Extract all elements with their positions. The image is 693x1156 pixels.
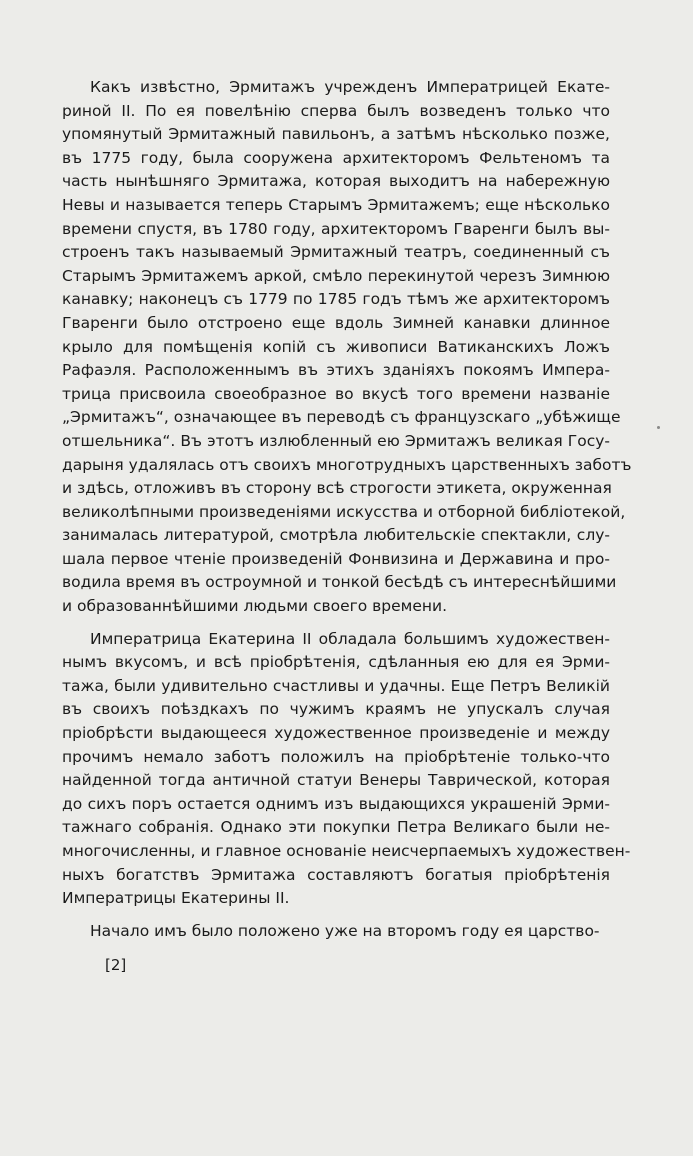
text-line: ныхъ богатствъ Эрмитажа составляютъ богатыя пріобрѣтенія xyxy=(62,865,610,884)
text-line: и образованнѣйшими людьми своего времени. xyxy=(62,597,448,616)
text-line: отшельника“. Въ этотъ излюбленный ею Эрмитажъ великая Госу- xyxy=(62,431,610,450)
text-line: шала первое чтеніе произведеній Фонвизина и Державина и про- xyxy=(62,549,610,568)
text-line: Императрицы Екатерины II. xyxy=(62,889,290,908)
text-line: тажа, были удивительно счастливы и удачны. Еще Петръ Великій xyxy=(62,676,610,695)
text-line: и здѣсь, отложивъ въ сторону всѣ строгости этикета, окруженная xyxy=(62,479,612,498)
text-line: „Эрмитажъ“, означающее въ переводѣ съ французскаго „убѣжище xyxy=(62,408,621,427)
text-line: многочисленны, и главное основаніе неисчерпаемыхъ художествен- xyxy=(62,842,631,860)
text-line: строенъ такъ называемый Эрмитажный театръ, соединенный съ xyxy=(62,243,610,262)
text-line: водила время въ остроумной и тонкой бесѣдѣ съ интереснѣйшими xyxy=(62,573,617,592)
text-line: дарыня удалялась отъ своихъ многотрудныхъ царственныхъ заботъ xyxy=(62,455,632,474)
text-line: канавку; наконецъ съ 1779 по 1785 годъ тѣмъ же архитекторомъ xyxy=(62,290,610,309)
text-line: прочимъ немало заботъ положилъ на пріобрѣтеніе только-что xyxy=(62,747,610,766)
text-line: Старымъ Эрмитажемъ аркой, смѣло перекинутой черезъ Зимнюю xyxy=(62,266,610,285)
signature-mark: [2] xyxy=(105,956,127,974)
paragraph xyxy=(62,920,610,944)
text-line: въ своихъ поѣздкахъ по чужимъ краямъ не упускалъ случая xyxy=(62,700,610,719)
text-line: Императрица Екатерина II обладала большимъ художествен- xyxy=(90,629,610,648)
paper-speck xyxy=(657,426,660,429)
text-line: найденной тогда античной статуи Венеры Таврической, которая xyxy=(62,771,610,790)
text-line: до сихъ поръ остается однимъ изъ выдающихся украшеній Эрми- xyxy=(62,794,610,813)
text-line: трица присвоила своеобразное во вкусѣ того времени названіе xyxy=(62,384,610,403)
text-line: часть нынѣшняго Эрмитажа, которая выходитъ на набережную xyxy=(62,172,610,191)
paragraph-gap xyxy=(62,911,610,920)
text-line: занималась литературой, смотрѣла любительскіе спектакли, слу- xyxy=(62,526,610,545)
body-text xyxy=(62,76,632,943)
paragraph-gap xyxy=(62,619,610,628)
paragraph xyxy=(62,76,632,619)
text-line: риной II. По ея повелѣнію сперва былъ возведенъ только что xyxy=(62,101,610,120)
text-line: Какъ извѣстно, Эрмитажъ учрежденъ Императрицей Екате- xyxy=(90,78,610,96)
text-line: въ 1775 году, была сооружена архитекторомъ Фельтеномъ та xyxy=(62,148,610,167)
text-line: тажнаго собранія. Однако эти покупки Петра Великаго были не- xyxy=(62,818,610,837)
text-line: Невы и называется теперь Старымъ Эрмитажемъ; еще нѣсколько xyxy=(62,195,610,214)
text-line: крыло для помѣщенія копій съ живописи Ватиканскихъ Ложъ xyxy=(62,337,610,356)
text-line: Начало имъ было положено уже на второмъ году ея царство- xyxy=(90,921,600,940)
paragraph xyxy=(62,628,631,911)
text-line: Гваренги было отстроено еще вдоль Зимней канавки длинное xyxy=(62,313,610,332)
text-line: Рафаэля. Расположеннымъ въ этихъ зданіяхъ покоямъ Импера- xyxy=(62,361,610,380)
text-line: упомянутый Эрмитажный павильонъ, а затѣмъ нѣсколько позже, xyxy=(62,125,610,144)
text-line: великолѣпными произведеніями искусства и отборной библіотекой, xyxy=(62,502,626,521)
text-line: нымъ вкусомъ, и всѣ пріобрѣтенія, сдѣланныя ею для ея Эрми- xyxy=(62,653,610,672)
text-line: пріобрѣсти выдающееся художественное произведеніе и между xyxy=(62,724,610,743)
text-line: времени спустя, въ 1780 году, архитекторомъ Гваренги былъ вы- xyxy=(62,219,610,238)
